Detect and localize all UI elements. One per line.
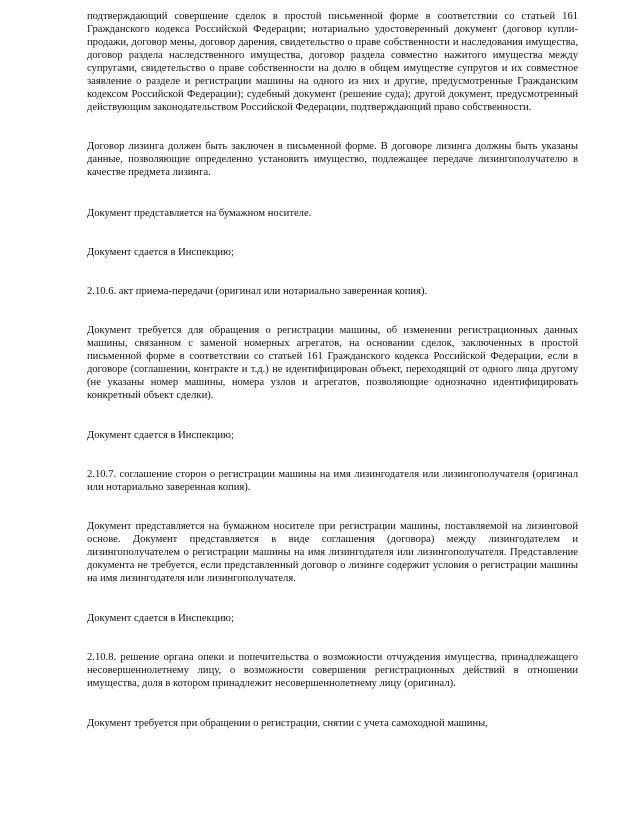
paragraph-paper-medium: Документ представляется на бумажном носителе.: [87, 208, 312, 219]
paragraph-item-2-10-6: 2.10.6. акт приема-передачи (оригинал или нотариально заверенная копия).: [87, 286, 428, 297]
paragraph-guardianship-requirement: Документ требуется при обращении о регистрации, снятии с учета самоходной машины,: [87, 718, 488, 729]
paragraph-item-2-10-7: 2.10.7. соглашение сторон о регистрации машины на имя лизингодателя или лизингополучателя (оригинал или нотариально заверенная копия).: [87, 469, 578, 493]
paragraph-submitted-to-inspection: Документ сдается в Инспекцию;: [87, 247, 234, 258]
document-page: [87, 10, 578, 730]
paragraph-submitted-to-inspection: Документ сдается в Инспекцию;: [87, 613, 234, 624]
paragraph-leasing-agreement-requirement: Документ представляется на бумажном носителе при регистрации машины, поставляемой на лизинговой основе. Документ представляется в виде соглашения (договора) между лизингодателем и лизингополучателем о регистрации машины на имя лизингодателя или лизингополучателя. Представление документа не требуется, если представленный договор о лизинге содержит условия о регистрации машины на имя лизингодателя или лизингополучателя.: [87, 521, 578, 584]
paragraph-submitted-to-inspection: Документ сдается в Инспекцию;: [87, 430, 234, 441]
paragraph-leasing-contract: Договор лизинга должен быть заключен в письменной форме. В договоре лизинга должны быть указаны данные, позволяющие определенно установить имущество, подлежащее передаче лизингополучателю в качестве предмета лизинга.: [87, 141, 578, 178]
paragraph-item-2-10-8: 2.10.8. решение органа опеки и попечительства о возможности отчуждения имущества, принадлежащего несовершеннолетнему лицу, о возможности совершения регистрационных действий в отношении имущества, доля в котором принадлежит несовершеннолетнему лицу (оригинал).: [87, 652, 578, 689]
paragraph-ownership-documents: подтверждающий совершение сделок в простой письменной форме в соответствии со статьей 161 Гражданского кодекса Российской Федерации; нотариально удостоверенный документ (договор купли-продажи, договор мены, договор дарения, свидетельство о праве собственности и наследования имущества, договор раздела наследственного имущества, договор раздела совместно нажитого имущества между супругами, свидетельство о праве собственности на долю в общем имуществе супругов и их совместное заявление о разделе и регистрации машины на одного из них и другие, предусмотренные Гражданским кодексом Российской Федерации); судебный документ (решение суда); другой документ, предусмотренный действующим законодательством Российской Федерации, подтверждающий право собственности.: [87, 11, 578, 113]
paragraph-transfer-act-requirement: Документ требуется для обращения о регистрации машины, об изменении регистрационных данных машины, связанном с заменой номерных агрегатов, на основании сделок, заключенных в простой письменной форме в соответствии со статьей 161 Гражданского кодекса Российской Федерации, если в договоре (соглашении, контракте и т.д.) не идентифицирован объект, переходящий от одного лица другому (не указаны номер машины, номера узлов и агрегатов, позволяющие однозначно идентифицировать конкретный объект сделки).: [87, 325, 578, 401]
